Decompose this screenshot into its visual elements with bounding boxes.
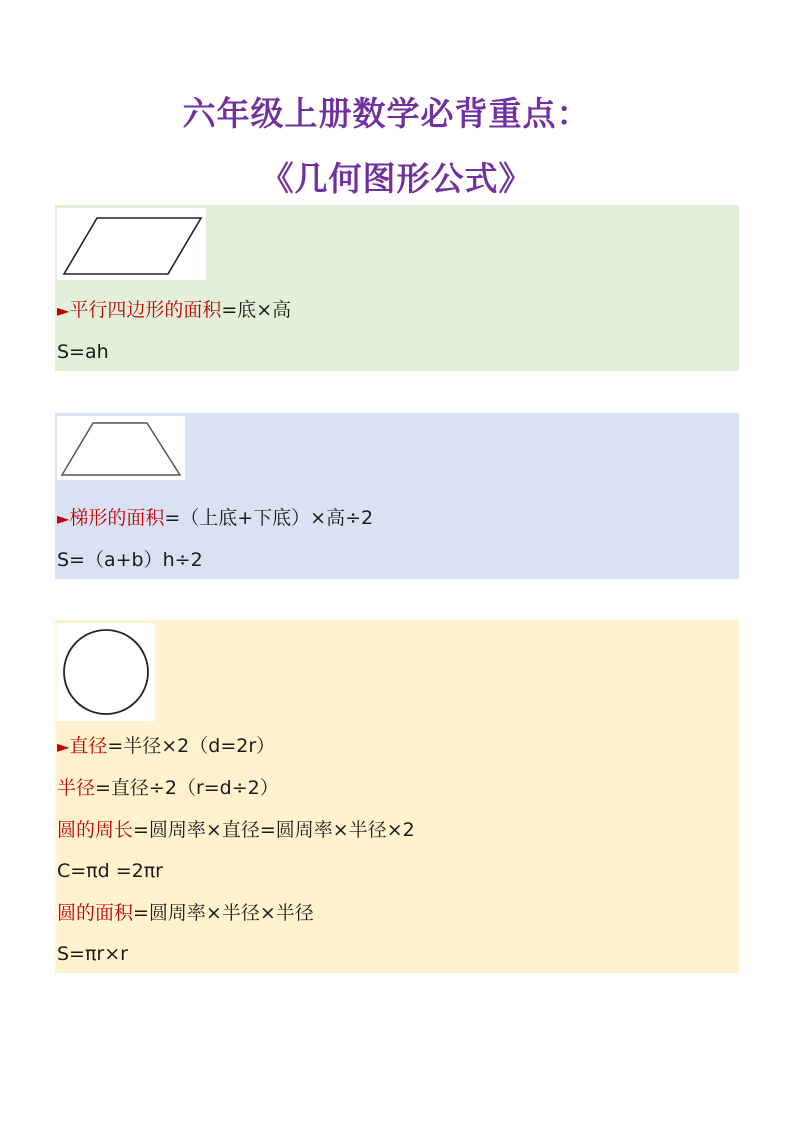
trapezoid-area-rule [57,507,373,530]
diameter-rule [57,735,275,758]
parallelogram-area-rule [57,299,291,322]
circle-figure [57,623,155,721]
circle-area-rule [57,902,314,924]
diameter-expression: =半径×2（d=2r） [107,735,276,757]
circle-section [55,620,739,973]
circumference-term: 圆的周长 [57,819,134,841]
radius-expression: =直径÷2（r=d÷2） [95,777,279,799]
circle-area-term: 圆的面积 [57,902,134,924]
bullet-icon: ► [57,737,70,756]
circumference-expression: =圆周率×直径=圆周率×半径×2 [133,819,415,841]
radius-rule [57,777,279,799]
circle-area-expression: =圆周率×半径×半径 [133,902,314,924]
page-subtitle: 《几何图形公式》 [260,159,533,198]
trapezoid-figure [57,416,185,480]
circumference-rule [57,819,415,841]
circumference-formula: C=πd =2πr [57,860,163,882]
bullet-icon: ► [57,509,70,528]
parallelogram-area-term: 平行四边形的面积 [69,299,222,321]
parallelogram-area-formula: S=ah [57,341,109,363]
trapezoid-section [55,413,739,579]
page-title: 六年级上册数学必背重点： [182,94,591,133]
parallelogram-section [55,205,739,371]
bullet-icon: ► [57,301,70,320]
trapezoid-area-term: 梯形的面积 [69,507,165,529]
parallelogram-area-expression: =底×高 [221,299,292,321]
parallelogram-figure [57,208,206,280]
trapezoid-area-formula: S=（a+b）h÷2 [57,549,203,571]
trapezoid-area-expression: =（上底+下底）×高÷2 [164,507,374,529]
circle-area-formula: S=πr×r [57,943,128,965]
radius-term: 半径 [57,777,96,799]
diameter-term: 直径 [69,735,108,757]
